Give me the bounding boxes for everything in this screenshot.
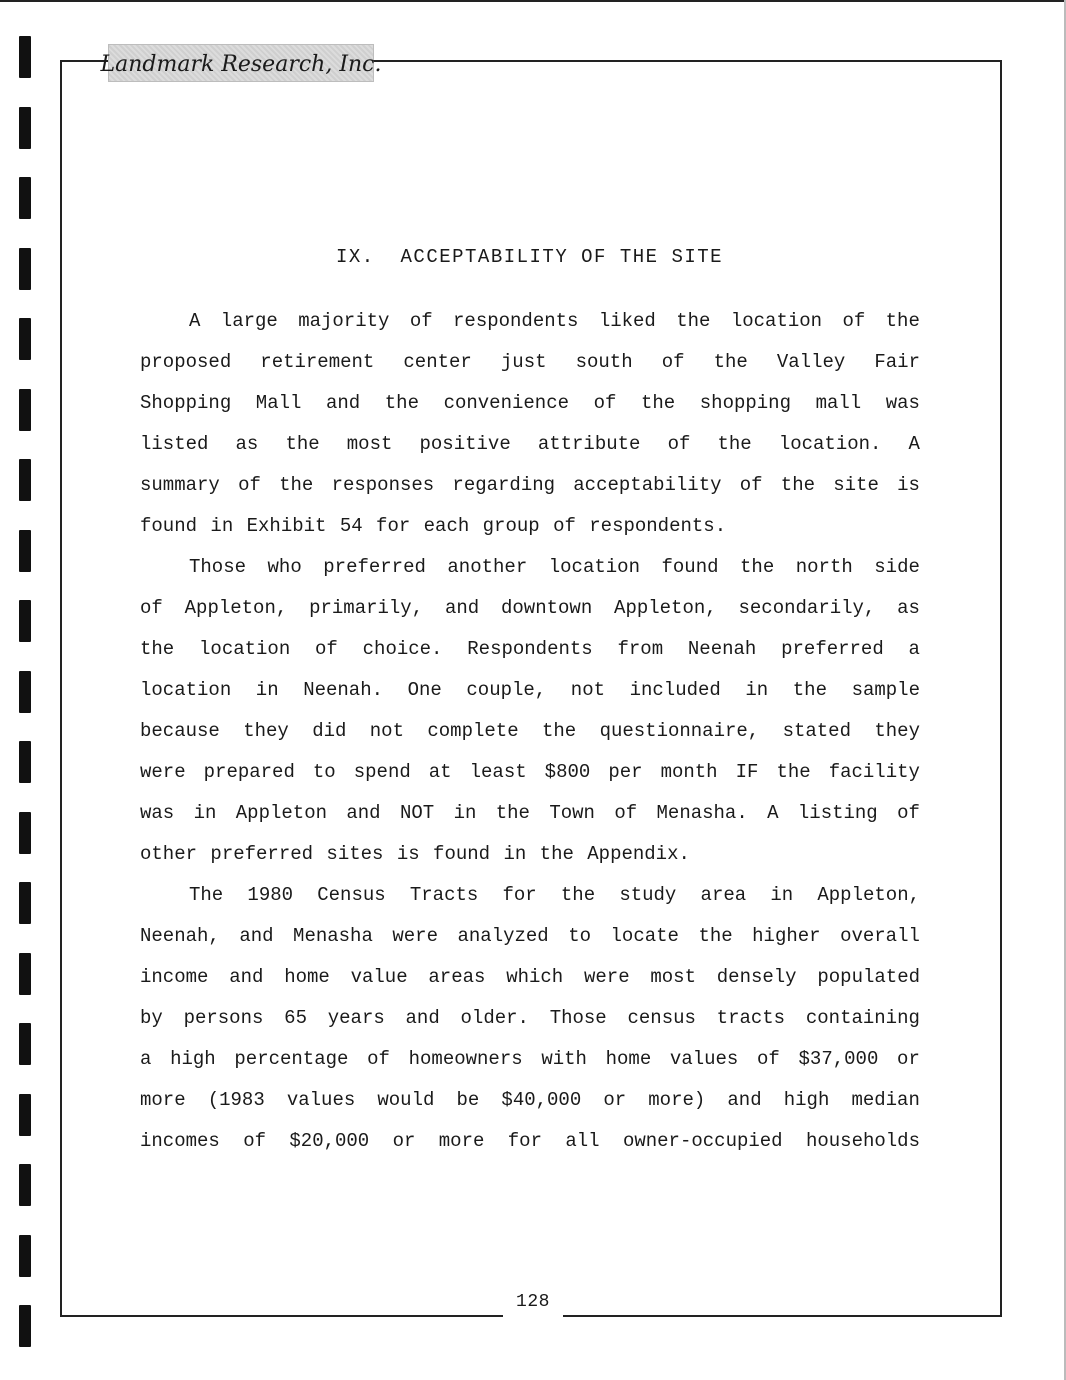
word: couple,: [466, 679, 547, 701]
word: Neenah,: [140, 925, 220, 947]
word: sample: [851, 679, 920, 701]
word: Census: [317, 884, 386, 906]
word: the: [384, 392, 419, 414]
binding-hole: [19, 671, 31, 713]
word: by: [140, 1007, 163, 1029]
word: the: [279, 474, 314, 496]
word: location: [730, 310, 823, 332]
word: center: [403, 351, 472, 373]
word: census: [627, 1007, 696, 1029]
word: of: [614, 802, 638, 824]
paragraph: [140, 875, 920, 1162]
word: large: [220, 310, 278, 332]
word: primarily,: [309, 597, 424, 619]
word: of: [140, 597, 163, 619]
word: south: [575, 351, 633, 373]
word: preferred: [781, 638, 884, 660]
word: regarding: [452, 474, 556, 496]
word: A: [189, 310, 201, 332]
word: Menasha.: [656, 802, 748, 824]
word: convenience: [443, 392, 569, 414]
text-line: [140, 916, 920, 957]
word: IF: [735, 761, 759, 783]
word: older.: [460, 1007, 529, 1029]
word: $20,000: [289, 1130, 370, 1152]
word: densely: [716, 966, 797, 988]
word: Those: [549, 1007, 607, 1029]
word: of: [667, 433, 691, 455]
word: high: [170, 1048, 216, 1070]
word: homeowners: [408, 1048, 523, 1070]
word: retirement: [260, 351, 375, 373]
word: downtown: [501, 597, 593, 619]
text-line: [140, 998, 920, 1039]
word: included: [629, 679, 721, 701]
word: the: [698, 925, 733, 947]
word: of: [661, 351, 685, 373]
word: of: [739, 474, 763, 496]
word: did: [312, 720, 347, 742]
word: attribute: [537, 433, 641, 455]
word: Shopping: [140, 392, 232, 414]
word: values: [669, 1048, 739, 1070]
word: complete: [427, 720, 519, 742]
binding-hole: [19, 389, 31, 431]
word: with: [541, 1048, 587, 1070]
binding-hole: [19, 248, 31, 290]
word: they: [243, 720, 289, 742]
word: secondarily,: [738, 597, 876, 619]
binding-hole: [19, 1164, 31, 1206]
word: areas: [428, 966, 486, 988]
word: the: [676, 310, 711, 332]
text-line: [140, 301, 920, 342]
text-line: [140, 424, 920, 465]
text-line: [140, 752, 920, 793]
word: who: [267, 556, 302, 578]
word: shopping: [699, 392, 791, 414]
word: facility: [828, 761, 920, 783]
text-line: [140, 1121, 920, 1162]
word: found: [661, 556, 719, 578]
word: the: [776, 761, 811, 783]
word: in: [193, 802, 217, 824]
word: or: [603, 1089, 627, 1111]
word: mall: [815, 392, 862, 414]
word: analyzed: [457, 925, 549, 947]
word: of: [409, 310, 433, 332]
word: location: [548, 556, 640, 578]
word: tracts: [716, 1007, 786, 1029]
binding-hole: [19, 1235, 31, 1277]
binding-hole: [19, 882, 31, 924]
word: was: [140, 802, 175, 824]
word: more): [648, 1089, 706, 1111]
paragraph: [140, 301, 920, 547]
word: Appleton,: [817, 884, 920, 906]
word: $800: [544, 761, 591, 783]
word: value: [350, 966, 408, 988]
word: of: [757, 1048, 780, 1070]
word: prepared: [203, 761, 295, 783]
word: persons: [183, 1007, 264, 1029]
word: the: [780, 474, 816, 496]
word: owner-occupied: [622, 1130, 783, 1152]
word: containing: [805, 1007, 920, 1029]
word: positive: [419, 433, 511, 455]
word: site: [833, 474, 879, 496]
binding-hole: [19, 1094, 31, 1136]
text-line: [140, 875, 920, 916]
word: 1980: [247, 884, 294, 906]
text-line: other preferred sites is found in the Appendix.: [140, 843, 690, 865]
text-line: [140, 588, 920, 629]
logo-script-lettering: [100, 46, 382, 80]
word: which: [506, 966, 564, 988]
word: and: [325, 392, 361, 414]
word: locate: [610, 925, 679, 947]
word: more: [140, 1089, 186, 1111]
word: the: [717, 433, 752, 455]
binding-hole: [19, 600, 31, 642]
binding-hole: [19, 36, 31, 78]
word: and: [727, 1089, 762, 1111]
binding-hole: [19, 530, 31, 572]
word: not: [369, 720, 404, 742]
word: in: [745, 679, 769, 701]
word: the: [740, 556, 775, 578]
binding-hole: [19, 1305, 31, 1347]
word: income: [140, 966, 209, 988]
word: Respondents: [467, 638, 593, 660]
word: majority: [298, 310, 390, 332]
word: of: [842, 310, 866, 332]
word: in: [453, 802, 477, 824]
text-line: [140, 670, 920, 711]
word: values: [286, 1089, 356, 1111]
word: the: [140, 638, 175, 660]
word: at: [428, 761, 452, 783]
word: were: [392, 925, 438, 947]
word: north: [795, 556, 853, 578]
word: listed: [140, 433, 209, 455]
word: Those: [189, 556, 247, 578]
word: month: [660, 761, 718, 783]
word: preferred: [323, 556, 426, 578]
word: (1983: [207, 1089, 265, 1111]
word: of: [238, 474, 261, 496]
word: percentage: [234, 1048, 349, 1070]
word: overall: [840, 925, 920, 947]
word: The: [189, 884, 224, 906]
text-line: [140, 465, 920, 506]
word: Neenah: [687, 638, 757, 660]
word: of: [243, 1130, 267, 1152]
word: for: [502, 884, 537, 906]
word: of: [367, 1048, 390, 1070]
word: Valley: [776, 351, 846, 373]
word: study: [619, 884, 677, 906]
word: the: [885, 310, 920, 332]
word: Appleton,: [614, 597, 717, 619]
word: and: [229, 966, 264, 988]
word: years: [327, 1007, 385, 1029]
word: the: [541, 720, 577, 742]
word: Menasha: [293, 925, 373, 947]
text-line: [140, 711, 920, 752]
binding-hole: [19, 741, 31, 783]
word: Tracts: [409, 884, 479, 906]
word: is: [897, 474, 920, 496]
text-line: [140, 1039, 920, 1080]
word: for: [507, 1130, 542, 1152]
word: side: [874, 556, 920, 578]
word: populated: [817, 966, 920, 988]
word: as: [235, 433, 259, 455]
section-heading: IX. ACCEPTABILITY OF THE SITE: [336, 246, 724, 268]
word: summary: [140, 474, 220, 496]
text-line: [140, 383, 920, 424]
word: Town: [549, 802, 595, 824]
word: higher: [752, 925, 821, 947]
word: home: [284, 966, 330, 988]
word: households: [805, 1130, 920, 1152]
word: more: [438, 1130, 485, 1152]
word: choice.: [362, 638, 443, 660]
paragraph: [140, 547, 920, 875]
word: One: [407, 679, 442, 701]
word: least: [469, 761, 527, 783]
word: and: [405, 1007, 440, 1029]
word: were: [583, 966, 630, 988]
word: high: [783, 1089, 830, 1111]
word: Appleton,: [184, 597, 288, 619]
word: median: [851, 1089, 920, 1111]
word: home: [605, 1048, 652, 1070]
word: $37,000: [798, 1048, 879, 1070]
text-line: [140, 793, 920, 834]
word: or: [897, 1048, 920, 1070]
body-text: [140, 301, 920, 1162]
word: to: [312, 761, 336, 783]
word: not: [570, 679, 606, 701]
word: another: [447, 556, 528, 578]
word: Mall: [255, 392, 302, 414]
binding-holes: [0, 0, 40, 1380]
text-line: [140, 547, 920, 588]
word: would: [377, 1089, 435, 1111]
word: proposed: [140, 351, 232, 373]
text-line: [140, 629, 920, 670]
word: NOT: [399, 802, 435, 824]
word: Neenah.: [303, 679, 384, 701]
word: all: [565, 1130, 600, 1152]
word: the: [285, 433, 320, 455]
word: of: [593, 392, 617, 414]
word: and: [346, 802, 381, 824]
word: they: [874, 720, 920, 742]
binding-hole: [19, 177, 31, 219]
word: 65: [284, 1007, 307, 1029]
word: the: [792, 679, 827, 701]
word: was: [885, 392, 920, 414]
word: A: [767, 802, 779, 824]
word: acceptability: [573, 474, 722, 496]
text-line: [140, 342, 920, 383]
word: questionnaire,: [599, 720, 760, 742]
word: responses: [331, 474, 435, 496]
word: a: [908, 638, 920, 660]
word: most: [650, 966, 696, 988]
word: in: [770, 884, 794, 906]
word: as: [897, 597, 920, 619]
binding-hole: [19, 459, 31, 501]
word: most: [346, 433, 393, 455]
binding-hole: [19, 318, 31, 360]
word: the: [560, 884, 596, 906]
binding-hole: [19, 1023, 31, 1065]
word: and: [239, 925, 274, 947]
word: respondents: [453, 310, 579, 332]
binding-hole: [19, 812, 31, 854]
word: a: [140, 1048, 152, 1070]
binding-hole: [19, 107, 31, 149]
word: location.: [778, 433, 882, 455]
word: liked: [598, 310, 656, 332]
word: stated: [782, 720, 851, 742]
word: A: [908, 433, 920, 455]
word: Fair: [874, 351, 920, 373]
text-line: found in Exhibit 54 for each group of respondents.: [140, 515, 727, 537]
word: the: [495, 802, 530, 824]
word: location: [199, 638, 291, 660]
page-number: 128: [516, 1292, 550, 1312]
word: in: [255, 679, 279, 701]
word: per: [608, 761, 643, 783]
word: from: [617, 638, 664, 660]
page-top-edge: [0, 0, 1066, 2]
word: were: [140, 761, 186, 783]
word: incomes: [140, 1130, 220, 1152]
company-logo: [100, 44, 382, 82]
word: area: [700, 884, 747, 906]
word: listing: [797, 802, 878, 824]
word: and: [444, 597, 480, 619]
word: or: [392, 1130, 416, 1152]
word: $40,000: [501, 1089, 582, 1111]
text-line: [140, 1080, 920, 1121]
svg-text:Landmark Research, Inc.: Landmark Research, Inc.: [100, 52, 382, 77]
text-line: [140, 957, 920, 998]
word: of: [315, 638, 338, 660]
word: because: [140, 720, 220, 742]
word: location: [140, 679, 232, 701]
word: just: [500, 351, 547, 373]
word: be: [456, 1089, 480, 1111]
word: the: [713, 351, 748, 373]
word: spend: [353, 761, 411, 783]
word: of: [897, 802, 920, 824]
word: the: [640, 392, 676, 414]
word: Appleton: [235, 802, 327, 824]
binding-hole: [19, 953, 31, 995]
word: to: [568, 925, 592, 947]
